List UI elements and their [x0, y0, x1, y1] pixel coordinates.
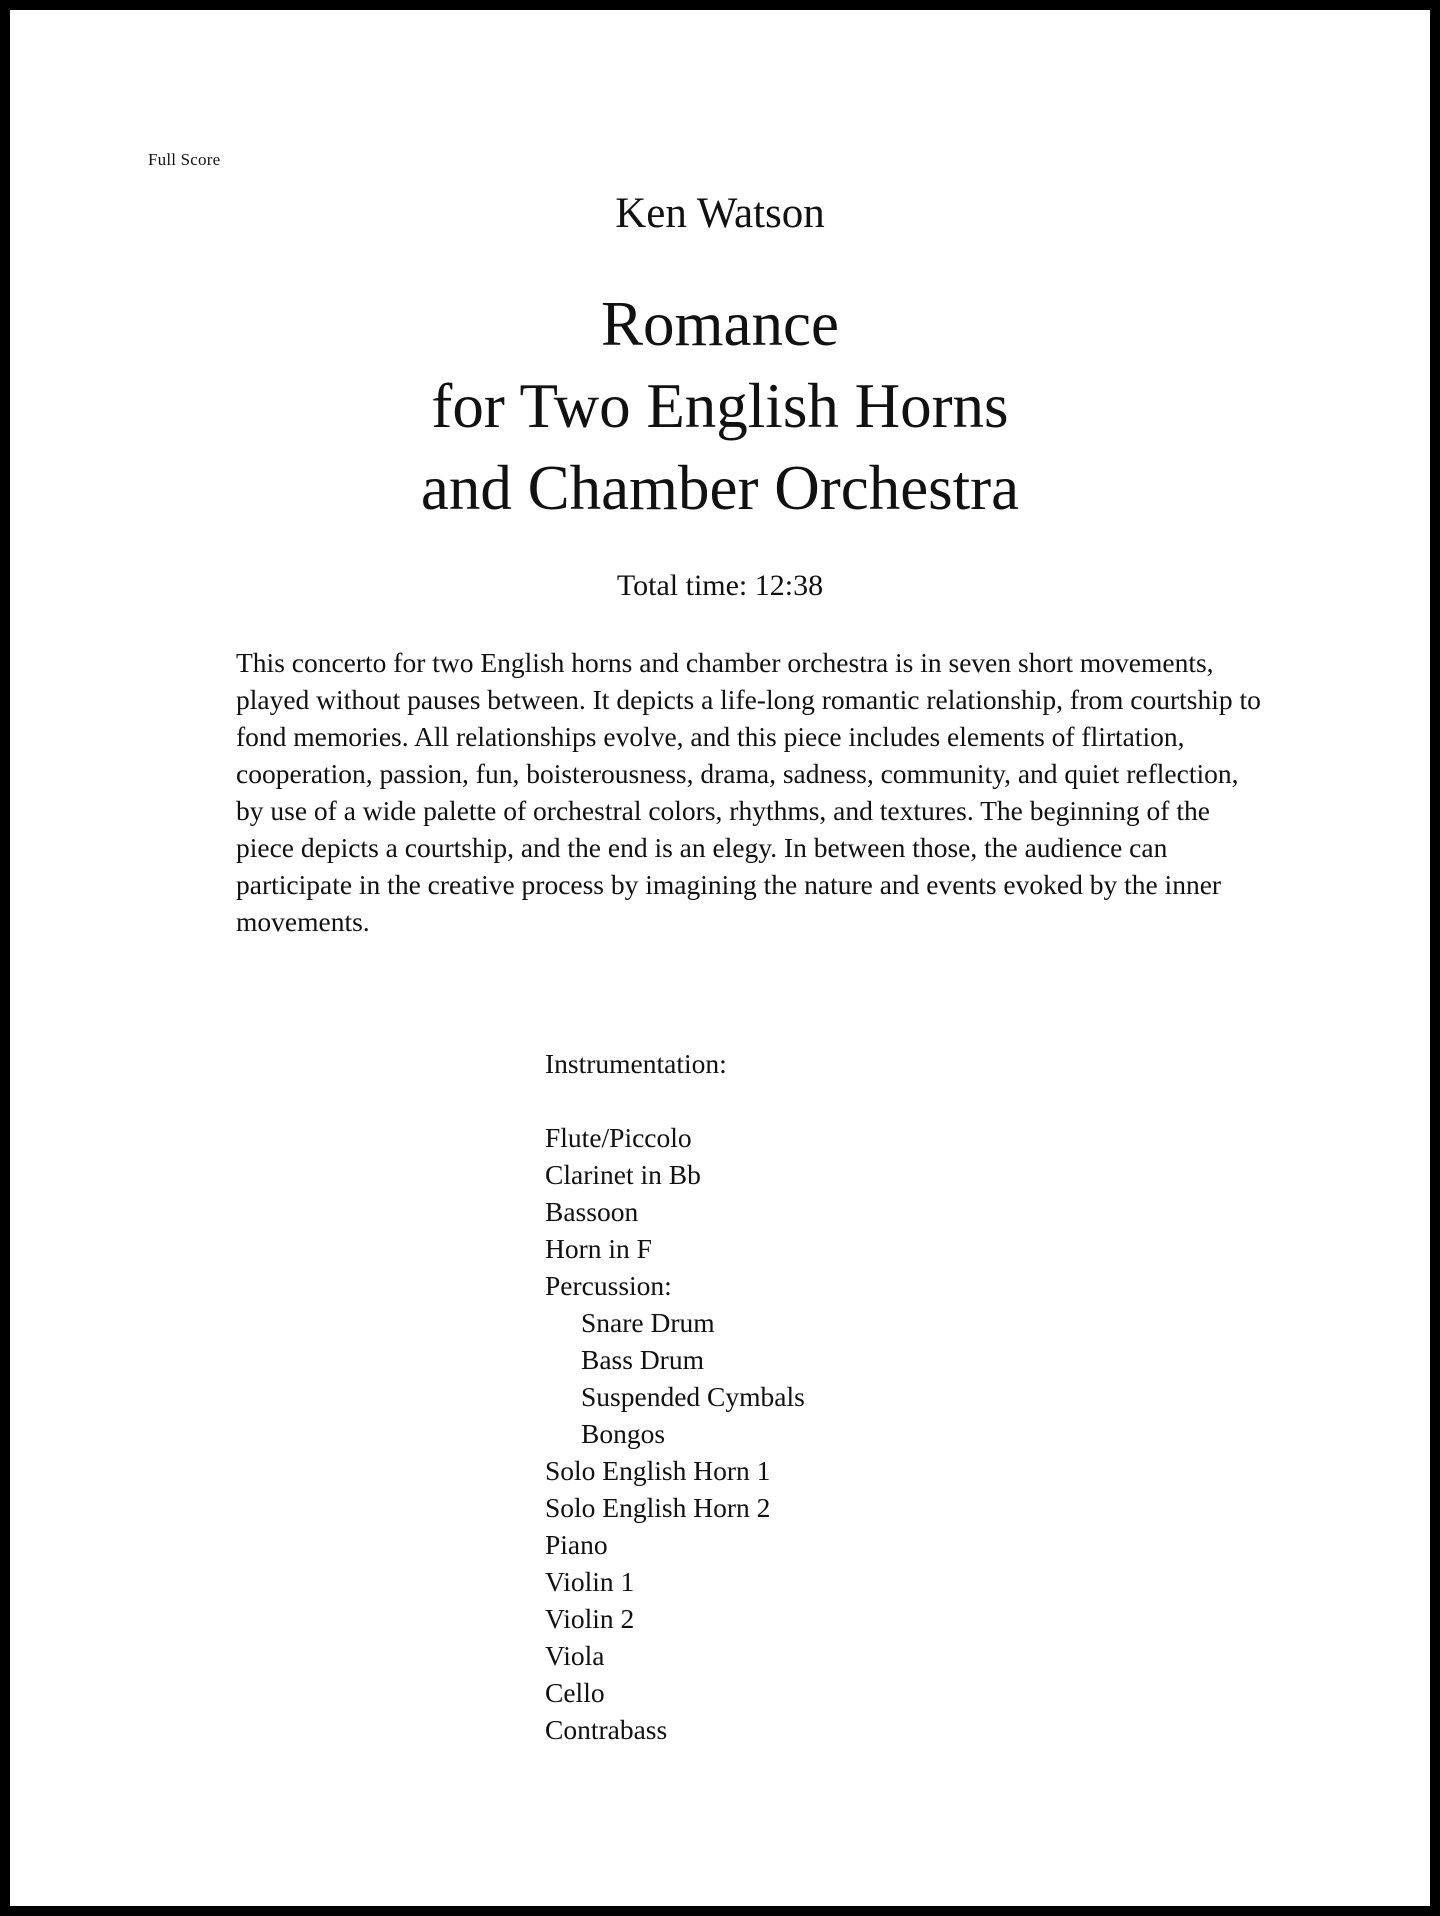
instrumentation-section	[545, 1045, 1145, 1748]
composer-name: Ken Watson	[615, 190, 825, 237]
total-time: Total time: 12:38	[616, 569, 824, 602]
instrument-item: Flute/Piccolo	[545, 1122, 692, 1153]
instrument-item: Solo English Horn 1	[545, 1455, 771, 1486]
instrument-item: Cello	[545, 1677, 605, 1708]
instrument-item: Horn in F	[545, 1233, 652, 1264]
percussion-item: Snare Drum	[581, 1307, 715, 1338]
title-line-1: Romance	[601, 289, 839, 359]
instrument-item: Viola	[545, 1640, 605, 1671]
percussion-item: Suspended Cymbals	[581, 1381, 805, 1412]
instrument-item: Contrabass	[545, 1714, 668, 1745]
instrumentation-list	[545, 1119, 1145, 1748]
percussion-item: Bongos	[581, 1418, 666, 1449]
instrument-item: Violin 1	[545, 1566, 635, 1597]
instrument-group-percussion: Percussion:	[545, 1270, 672, 1301]
instrument-item: Clarinet in Bb	[545, 1159, 701, 1190]
instrument-item: Solo English Horn 2	[545, 1492, 771, 1523]
instrument-item: Piano	[545, 1529, 608, 1560]
piece-title	[10, 283, 1430, 529]
title-line-3: and Chamber Orchestra	[420, 453, 1020, 523]
percussion-item: Bass Drum	[581, 1344, 704, 1375]
instrument-item: Violin 2	[545, 1603, 635, 1634]
program-description: This concerto for two English horns and chamber orchestra is in seven short movements, played without pauses between. It depicts a life-long romantic relationship, from courtship to fond memories. All relationships evolve, and this piece includes elements of flirtation, cooperation, passion, fun, boisterousness, drama, sadness, community, and quiet reflection, by use of a wide palette of orchestral colors, rhythms, and textures. The beginning of the piece depicts a courtship, and the end is an elegy. In between those, the audience can participate in the creative process by imagining the nature and events evoked by the inner movements.	[236, 647, 1261, 937]
score-label: Full Score	[148, 150, 221, 169]
title-line-2: for Two English Horns	[431, 371, 1009, 441]
instrumentation-heading: Instrumentation:	[545, 1048, 727, 1079]
instrument-item: Bassoon	[545, 1196, 639, 1227]
